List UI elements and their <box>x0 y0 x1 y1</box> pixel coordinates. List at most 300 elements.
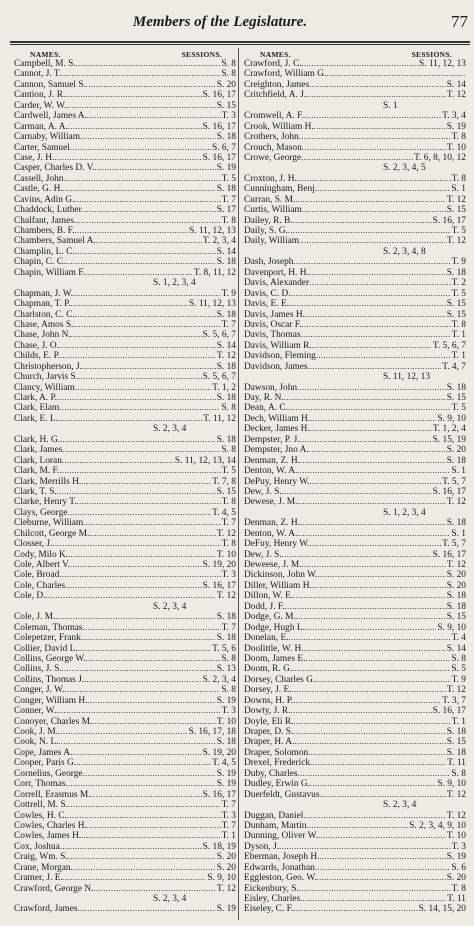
member-sessions: S. 5, 6, 7 <box>202 330 236 341</box>
member-row <box>244 581 466 591</box>
member-sessions: S. 15, 19 <box>432 434 466 445</box>
member-row <box>244 675 466 685</box>
dot-leader <box>291 289 451 299</box>
dot-leader <box>291 706 432 716</box>
member-row <box>14 884 236 894</box>
member-row <box>244 654 466 664</box>
member-sessions: T. 1 <box>451 716 466 727</box>
member-sessions: S. 11, 12, 13 <box>418 59 466 69</box>
member-row <box>244 466 466 476</box>
dot-leader <box>59 466 220 476</box>
member-row <box>14 748 236 758</box>
member-name: Denton, W. A. <box>244 466 298 477</box>
member-name: Duby, Charles <box>244 768 298 779</box>
member-sessions: S. 19 <box>216 779 236 790</box>
member-sessions: S. 8 <box>221 59 236 69</box>
member-row <box>14 59 236 69</box>
member-sessions: T. 1, 2, 4 <box>432 424 466 435</box>
column-divider <box>238 48 239 920</box>
dot-leader <box>282 487 432 497</box>
member-sessions: S. 1, 2, 3, 4 <box>153 278 196 289</box>
member-row <box>244 497 466 507</box>
member-name: Chapman, T. P. <box>14 299 71 310</box>
member-sessions: S. 18 <box>446 455 466 466</box>
member-sessions: S. 8 <box>221 685 236 696</box>
member-sessions: T. 4, 5 <box>212 507 236 518</box>
member-sessions: S. 19 <box>216 163 236 174</box>
dot-leader <box>320 852 446 862</box>
member-row <box>244 289 466 299</box>
member-sessions: T. 3, 7 <box>442 695 466 706</box>
member-sessions: T. 3 <box>451 841 466 852</box>
dot-leader <box>65 257 215 267</box>
dot-leader <box>82 205 216 215</box>
member-name: Collins, George W. <box>14 653 86 664</box>
member-sessions: T. 10 <box>216 716 236 727</box>
member-row <box>244 184 466 194</box>
member-row <box>244 696 466 706</box>
member-sessions: S. 18 <box>446 267 466 278</box>
dot-leader <box>312 581 446 591</box>
member-sessions: S. 16, 17 <box>202 121 236 132</box>
member-sessions: S. 8 <box>451 768 466 779</box>
member-sessions: T. 1 <box>451 351 466 362</box>
member-name: Colepetzer, Frank <box>14 633 81 644</box>
member-row <box>14 236 236 246</box>
dot-leader <box>81 477 211 487</box>
member-sessions: T. 8 <box>451 132 466 143</box>
member-sessions: T. 1 <box>451 330 466 341</box>
dot-leader <box>68 800 221 810</box>
member-name: Dewese, J. M. <box>244 497 298 508</box>
member-row <box>244 769 466 779</box>
dot-leader <box>310 779 436 789</box>
member-row <box>244 811 466 821</box>
member-name: Dudley, Erwin G. <box>244 779 311 790</box>
member-row-continuation <box>14 602 236 612</box>
member-row <box>244 821 466 831</box>
member-row <box>244 529 466 539</box>
member-sessions: S. 19, 20 <box>202 560 236 570</box>
dot-leader <box>96 236 202 246</box>
member-sessions: S. 20 <box>216 79 236 90</box>
dot-leader <box>60 435 216 445</box>
member-sessions: T. 12 <box>446 90 466 101</box>
member-row-continuation <box>14 424 236 434</box>
member-sessions: S. 1 <box>383 100 398 111</box>
member-name: Coleman, Thomas <box>14 622 83 633</box>
member-name: Collins, Thomas J. <box>14 674 85 685</box>
dot-leader <box>94 884 216 894</box>
dot-leader <box>317 570 445 580</box>
member-sessions: T. 5, 7 <box>442 476 466 487</box>
member-row <box>244 477 466 487</box>
member-sessions: S. 18 <box>446 727 466 737</box>
dot-leader <box>297 497 446 507</box>
dot-leader <box>293 257 450 267</box>
member-name: Castle, G. H. <box>14 184 63 195</box>
member-name: Dempster, P. J. <box>244 434 300 445</box>
member-name: Dempster, Jno A. <box>244 445 309 456</box>
dot-leader <box>84 675 202 685</box>
member-sessions: S. 9, 10 <box>437 622 466 633</box>
member-sessions: S. 16, 17 <box>432 549 466 560</box>
member-row <box>14 205 236 215</box>
member-row <box>244 518 466 528</box>
member-name: Cardwell, James A. <box>14 111 87 122</box>
member-row <box>244 414 466 424</box>
dot-leader <box>65 90 201 100</box>
member-sessions: S. 20 <box>446 873 466 884</box>
member-sessions: S. 15 <box>446 737 466 748</box>
member-row <box>244 644 466 654</box>
dot-leader <box>75 310 216 320</box>
member-name: Cassell, John <box>14 173 64 184</box>
member-sessions: S. 11, 12, 13 <box>188 299 236 310</box>
member-row <box>14 90 236 100</box>
member-name: Clark, E. L. <box>14 413 59 424</box>
member-row <box>244 539 466 549</box>
member-sessions: S. 11, 12, 13 <box>188 226 236 236</box>
member-row <box>14 842 236 852</box>
member-sessions: S. 8 <box>221 445 236 456</box>
member-sessions: S. 2, 3, 4, 5 <box>383 163 426 174</box>
dot-leader <box>293 591 445 601</box>
dot-leader <box>87 821 221 831</box>
member-row <box>244 268 466 278</box>
member-row <box>244 435 466 445</box>
member-row <box>244 383 466 393</box>
member-row <box>14 737 236 747</box>
member-sessions: T. 12 <box>216 528 236 539</box>
member-sessions: T. 7 <box>221 622 236 633</box>
member-name: Casper, Charles D. V. <box>14 163 95 174</box>
member-sessions: S. 20 <box>216 852 236 863</box>
dot-leader <box>300 456 446 466</box>
member-row <box>14 821 236 831</box>
sessions-heading: SESSIONS. <box>181 50 222 59</box>
member-row-continuation <box>244 101 466 111</box>
member-sessions: T. 12 <box>446 236 466 247</box>
member-name: Carder, W. W. <box>14 100 67 111</box>
member-name: Diller, William H. <box>244 580 312 591</box>
member-row <box>14 654 236 664</box>
member-sessions: S. 2, 3, 4 <box>153 894 187 904</box>
member-name: Davis, Alexander <box>244 278 310 289</box>
dot-leader <box>60 351 216 361</box>
member-row <box>14 779 236 789</box>
member-row <box>244 904 466 914</box>
member-name: Cleburne, William <box>14 518 84 529</box>
member-sessions: S. 19, 20 <box>202 747 236 758</box>
member-sessions: S. 2, 3, 4 <box>202 674 236 685</box>
member-name: Clark, Loran <box>14 455 62 466</box>
dot-leader <box>74 226 187 236</box>
member-row <box>14 623 236 633</box>
member-name: Dodge, G. M. <box>244 612 296 623</box>
member-name: Carter, Samuel <box>14 142 70 153</box>
member-name: Dawson, John <box>244 382 298 393</box>
member-name: Conger, William H. <box>14 695 88 706</box>
dot-leader <box>292 685 446 695</box>
member-sessions: S. 8 <box>221 403 236 414</box>
member-name: Collier, David L. <box>14 643 78 654</box>
member-row <box>244 299 466 309</box>
dot-leader <box>297 529 450 539</box>
member-name: Clark, H. G. <box>14 434 61 445</box>
dot-leader <box>292 664 450 674</box>
member-name: Crook, William H. <box>244 121 314 132</box>
member-name: Chambers, Samuel A. <box>14 236 96 247</box>
member-row <box>14 811 236 821</box>
member-sessions: S. 18 <box>216 612 236 623</box>
member-name: Dunning, Oliver W. <box>244 831 318 842</box>
member-name: Cook, N. L. <box>14 737 59 748</box>
member-row <box>14 163 236 173</box>
member-name: Chase, J. O. <box>14 340 60 351</box>
dot-leader <box>62 456 174 466</box>
member-sessions: T. 4 <box>451 633 466 644</box>
member-sessions: T. 7 <box>221 518 236 529</box>
member-name: Dodd, J. F. <box>244 601 285 612</box>
member-row <box>244 612 466 622</box>
member-name: Church, Jarvis S. <box>14 372 79 383</box>
member-sessions: S. 18 <box>446 518 466 529</box>
member-row <box>14 414 236 424</box>
header-rule <box>10 41 470 45</box>
dot-leader <box>71 863 216 873</box>
dot-leader <box>66 101 215 111</box>
member-row <box>244 727 466 737</box>
member-sessions: T. 3 <box>221 570 236 581</box>
member-row-continuation <box>14 894 236 904</box>
member-name: Cantion, J. R. <box>14 90 66 101</box>
dot-leader <box>312 341 432 351</box>
dot-leader <box>54 153 201 163</box>
member-sessions: S. 18 <box>216 309 236 320</box>
member-name: Crawford, William G. <box>244 69 327 80</box>
dot-leader <box>68 852 216 862</box>
member-sessions: S. 15 <box>446 612 466 623</box>
member-row <box>14 310 236 320</box>
member-sessions: T. 10 <box>446 142 466 153</box>
dot-leader <box>77 497 221 507</box>
dot-leader <box>302 143 446 153</box>
member-sessions: S. 19 <box>216 768 236 779</box>
member-row <box>14 591 236 601</box>
member-name: Doyle, Eli R. <box>244 716 294 727</box>
member-sessions: S. 9, 10 <box>437 413 466 424</box>
member-name: Chase, John N. <box>14 330 71 341</box>
member-row <box>14 497 236 507</box>
member-row <box>14 268 236 278</box>
member-name: Crawford, J. C. <box>244 59 302 69</box>
member-name: Dech, William H. <box>244 413 311 424</box>
member-row <box>14 320 236 330</box>
member-name: Chaddock, Luther <box>14 205 82 216</box>
member-row <box>14 69 236 79</box>
dot-leader <box>309 80 446 90</box>
member-row <box>14 675 236 685</box>
member-name: Cole, J. M. <box>14 612 56 623</box>
member-row <box>244 351 466 361</box>
member-sessions: S. 18 <box>216 434 236 445</box>
member-row <box>244 310 466 320</box>
member-sessions: S. 5, 6, 7 <box>202 372 236 383</box>
member-sessions: T. 7, 8 <box>212 476 236 487</box>
member-name: Champlin, L. C. <box>14 246 75 257</box>
dot-leader <box>306 90 446 100</box>
member-name: Cook, J. M. <box>14 727 59 737</box>
member-row <box>14 863 236 873</box>
member-sessions: S. 6 <box>451 862 466 873</box>
dot-leader <box>297 466 450 476</box>
member-sessions: T. 5, 7 <box>442 539 466 550</box>
member-name: Dickinson, John W. <box>244 570 318 581</box>
dot-leader <box>293 727 445 737</box>
member-row <box>244 831 466 841</box>
member-sessions: T. 10 <box>446 831 466 842</box>
dot-leader <box>88 696 216 706</box>
dot-leader <box>73 289 220 299</box>
dot-leader <box>67 811 221 821</box>
member-name: Doom, James E. <box>244 653 306 664</box>
dot-leader <box>300 435 432 445</box>
member-name: Cowles, Charles H. <box>14 820 87 831</box>
member-row <box>14 289 236 299</box>
member-sessions: S. 15 <box>216 100 236 111</box>
member-row <box>14 195 236 205</box>
dot-leader <box>294 737 445 747</box>
member-sessions: T. 6, 8, 10, 12 <box>414 152 466 163</box>
member-name: Dorsey, Charles G. <box>244 674 316 685</box>
member-sessions: S. 20 <box>446 580 466 591</box>
member-sessions: T. 12 <box>216 591 236 602</box>
dot-leader <box>304 111 441 121</box>
member-row <box>244 737 466 747</box>
member-sessions: S. 14 <box>216 246 236 257</box>
member-name: Dew, J. S. <box>244 486 282 497</box>
dot-leader <box>87 111 221 121</box>
member-sessions: S. 16, 17 <box>432 486 466 497</box>
member-row <box>244 779 466 789</box>
member-name: Correll, Erasmus M. <box>14 789 91 800</box>
member-row <box>244 633 466 643</box>
member-name: Croxton, J. H. <box>244 173 297 184</box>
member-sessions: S. 14, 15, 20 <box>418 904 466 915</box>
member-sessions: S. 19 <box>216 904 236 915</box>
document-page <box>10 8 470 922</box>
member-row <box>244 320 466 330</box>
member-name: Cody, Milo K. <box>14 549 69 560</box>
member-sessions: S. 15 <box>446 393 466 403</box>
member-row <box>244 59 466 69</box>
member-sessions: S. 18 <box>216 361 236 372</box>
member-sessions: T. 3, 4 <box>442 111 466 122</box>
member-row <box>244 487 466 497</box>
member-row <box>244 257 466 267</box>
member-row <box>244 758 466 768</box>
member-name: Cope, James A. <box>14 747 73 758</box>
member-name: Cowles, H. C. <box>14 810 67 821</box>
dot-leader <box>293 696 441 706</box>
member-name: Cole, D. <box>14 591 46 602</box>
member-name: DePuy, Henry W. <box>244 476 310 487</box>
member-row-continuation <box>14 278 236 288</box>
member-sessions: T. 12 <box>446 560 466 570</box>
member-name: DeFuy, Henry W. <box>244 539 310 550</box>
dot-leader <box>326 69 465 79</box>
member-name: Cole, Broad <box>14 570 60 581</box>
member-row <box>244 748 466 758</box>
member-sessions: T. 9 <box>451 257 466 268</box>
member-name: Drexel, Frederick <box>244 758 311 769</box>
member-sessions: T. 12 <box>446 810 466 821</box>
member-row <box>14 570 236 580</box>
left-column <box>14 50 236 915</box>
member-row <box>244 717 466 727</box>
member-name: Davenport, H. H. <box>244 267 309 278</box>
member-name: Crawford, James <box>14 904 78 915</box>
dot-leader <box>92 717 216 727</box>
dot-leader <box>315 675 450 685</box>
dot-leader <box>75 247 216 257</box>
member-name: Dean, A. C. <box>244 403 289 414</box>
member-name: Eberman, Joseph H. <box>244 852 320 863</box>
member-row <box>14 477 236 487</box>
member-sessions: S. 9, 10 <box>437 779 466 790</box>
member-name: Campbell, M. S. <box>14 59 76 69</box>
dot-leader <box>299 236 446 246</box>
member-sessions: S. 16, 17 <box>202 580 236 591</box>
member-name: Eggleston, Geo. W. <box>244 873 317 884</box>
member-row <box>14 717 236 727</box>
member-sessions: S. 20 <box>446 445 466 456</box>
dot-leader <box>86 80 216 90</box>
member-name: Cunningham, Benj. <box>244 184 318 195</box>
dot-leader <box>317 873 446 883</box>
member-row <box>244 341 466 351</box>
member-sessions: S. 16, 17 <box>202 90 236 101</box>
page-title: Members of the Legislature. <box>132 14 308 30</box>
member-row <box>244 90 466 100</box>
member-row <box>244 132 466 142</box>
member-sessions: T. 8, 11, 12 <box>193 267 236 278</box>
member-sessions: S. 18 <box>446 747 466 758</box>
member-row <box>14 122 236 132</box>
dot-leader <box>85 268 193 278</box>
dot-leader <box>320 790 446 800</box>
dot-leader <box>57 487 216 497</box>
dot-leader <box>91 790 202 800</box>
member-name: Dunham, Martin <box>244 820 307 831</box>
member-sessions: S. 18, 19 <box>202 841 236 852</box>
member-name: Cooper, Paris G. <box>14 758 77 769</box>
member-row <box>244 863 466 873</box>
dot-leader <box>302 560 446 570</box>
dot-leader <box>300 894 446 904</box>
member-row <box>14 435 236 445</box>
member-sessions: T. 5 <box>221 466 236 477</box>
member-name: Duerfeldt, Gustavus <box>244 789 320 800</box>
member-name: Clark, Merrills H. <box>14 476 82 487</box>
member-sessions: T. 8 <box>451 883 466 894</box>
member-row <box>244 570 466 580</box>
member-row <box>244 602 466 612</box>
member-row <box>244 216 466 226</box>
member-sessions: S. 1 <box>451 528 466 539</box>
member-sessions: S. 11, 12, 13, 14 <box>174 455 236 466</box>
